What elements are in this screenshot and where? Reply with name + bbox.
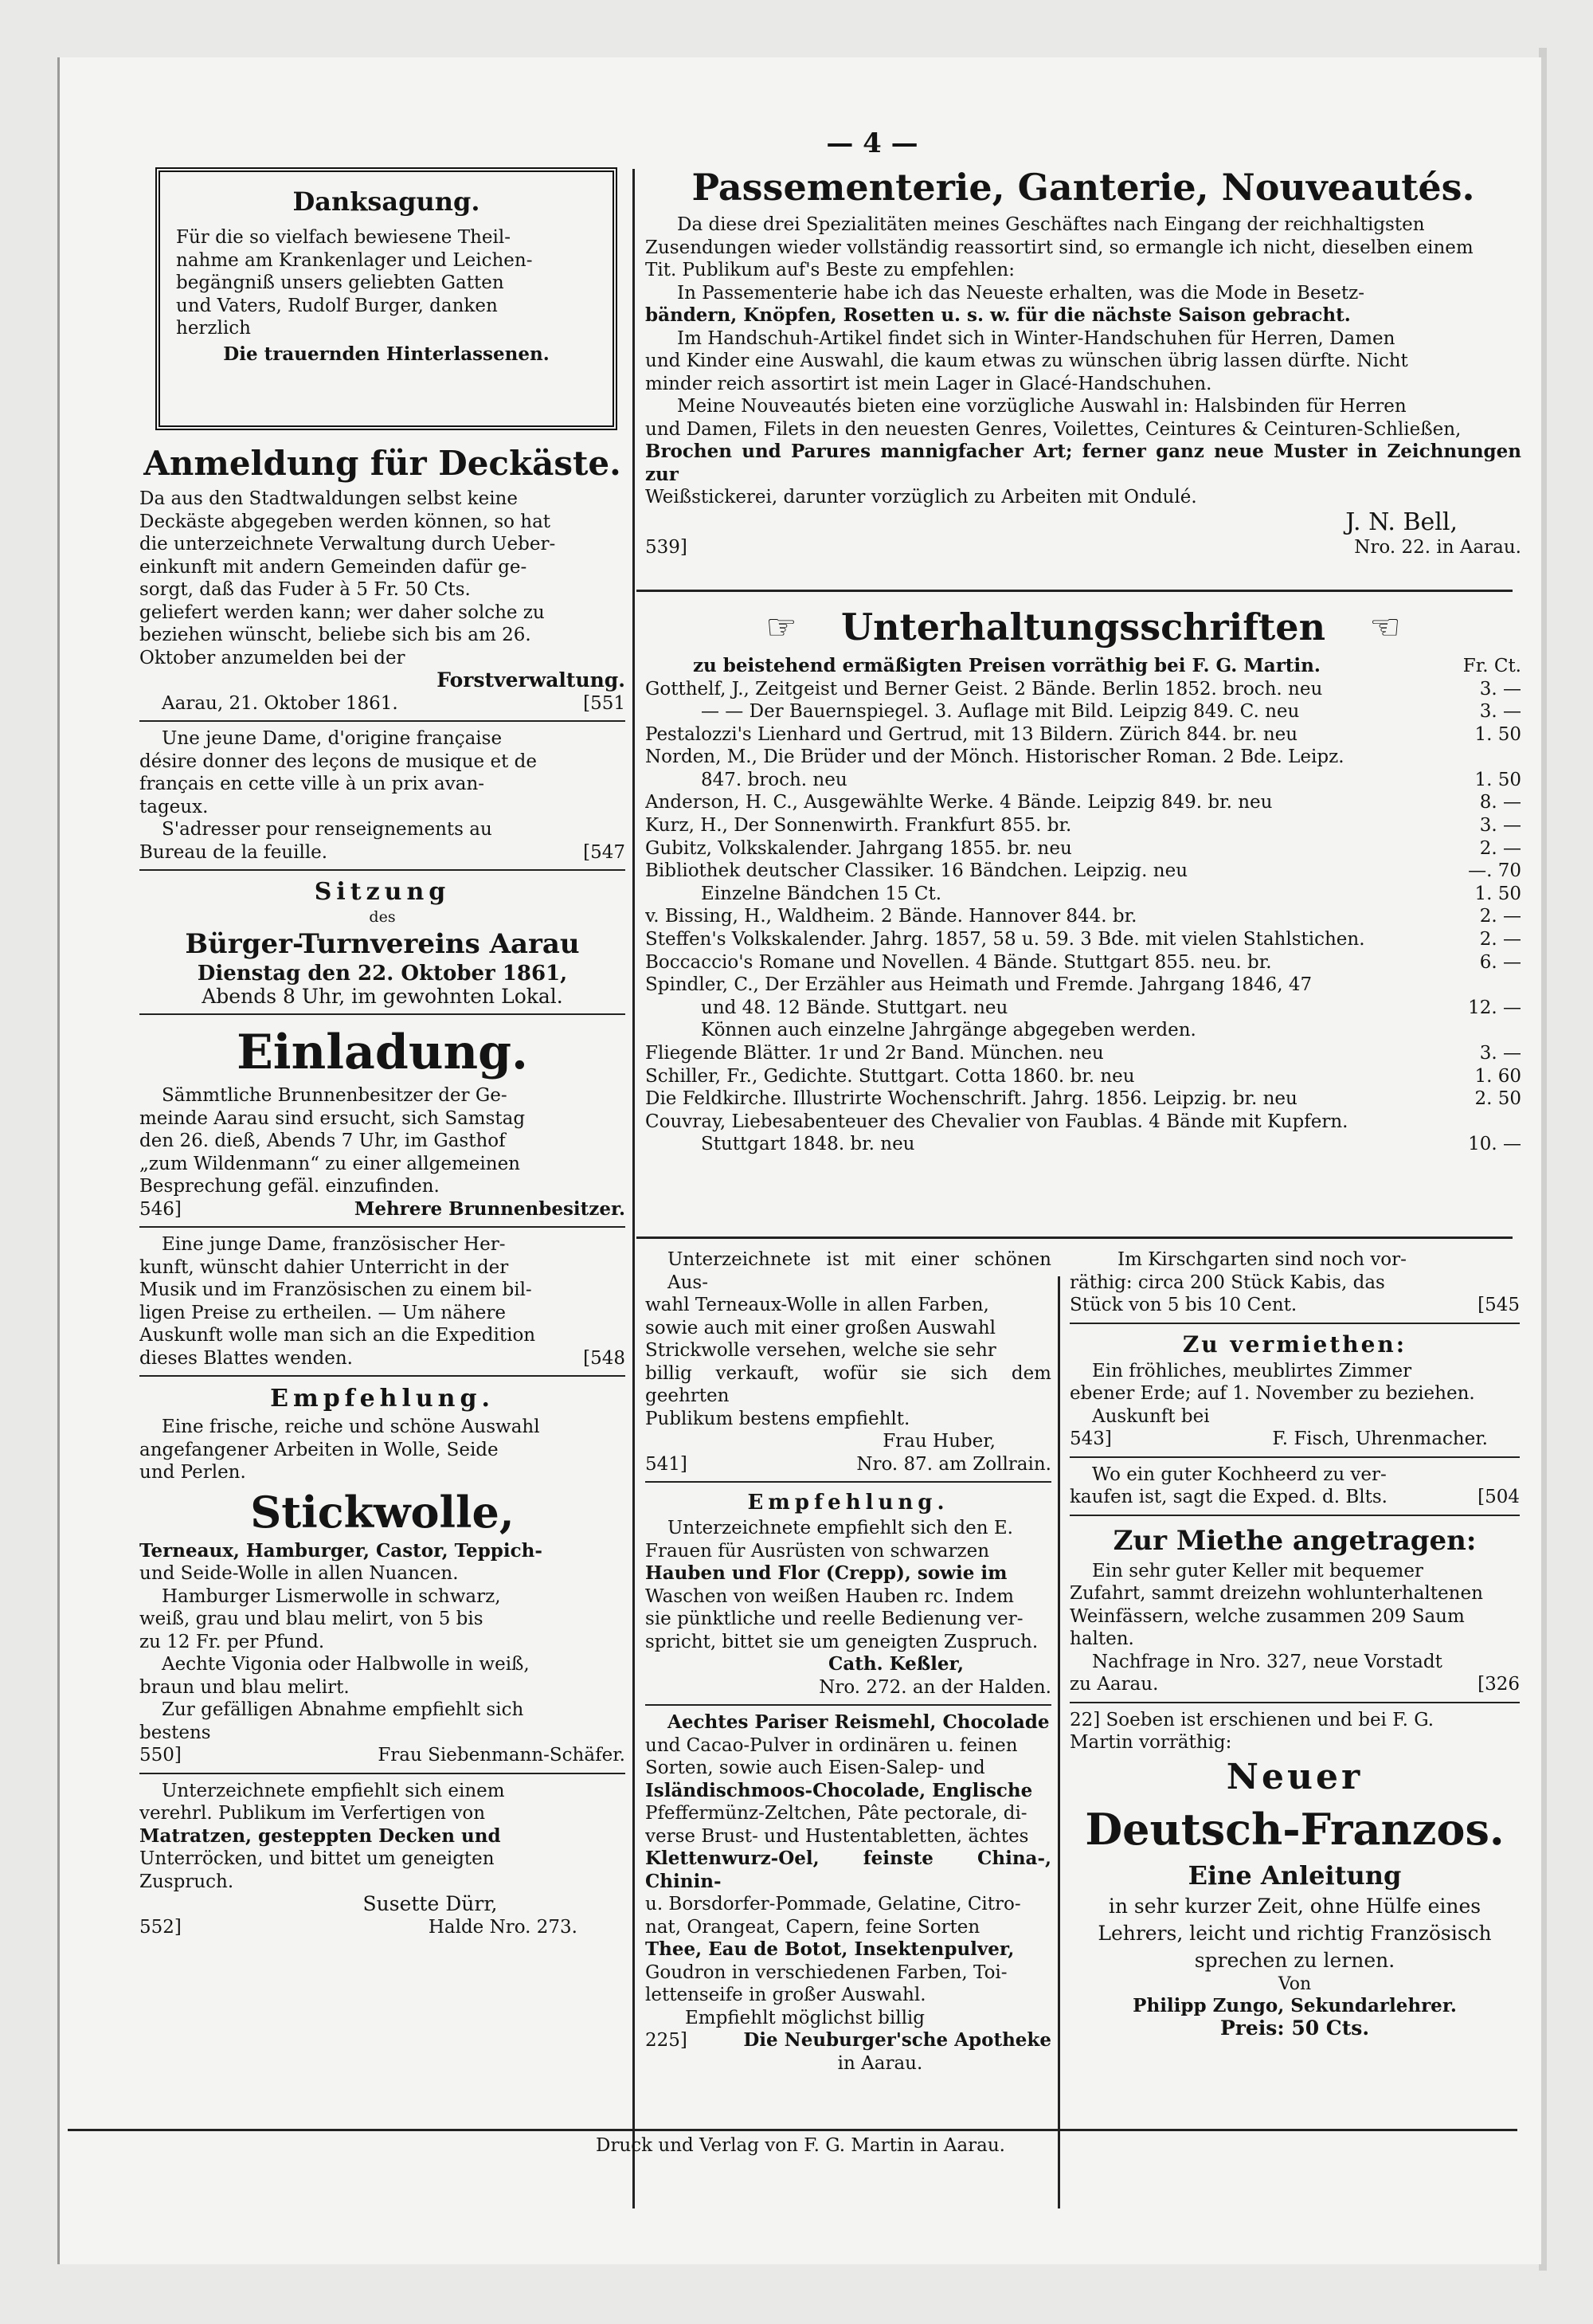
einladung-footer — [139, 1198, 625, 1221]
deckaeste-line: Oktober anzumelden bei der — [139, 647, 405, 668]
book-list-item — [645, 974, 1521, 997]
empfehlung-sign: Frau Siebenmann-Schäfer. — [378, 1745, 625, 1766]
dame-fr-line: français en cette ville à un prix avan- — [139, 774, 485, 794]
passementerie-address: Nro. 22. in Aarau. — [1354, 536, 1521, 558]
unterhaltung-subtitle-row — [645, 655, 1521, 678]
middle-column — [645, 1248, 1051, 2129]
kochheerd-line: kaufen ist, sagt die Exped. d. Blts. — [1070, 1487, 1388, 1507]
einladung-line: meinde Aarau sind ersucht, sich Samstag — [139, 1107, 526, 1129]
vermiethen-line: Auskunft bei — [1092, 1405, 1210, 1427]
deckaeste-number: [551 — [583, 692, 625, 714]
divider — [139, 1013, 625, 1015]
apotheke-number: 225] — [645, 2030, 687, 2051]
empfehlung2-title: Empfehlung. — [747, 1491, 949, 1515]
passementerie-footer — [645, 536, 1521, 559]
passementerie-line: Tit. Publikum auf's Beste zu empfehlen: — [645, 260, 1015, 280]
danksagung-line: nahme am Krankenlager und Leichen- — [176, 249, 533, 271]
book-title: Couvray, Liebesabenteuer des Chevalier von Faublas. 4 Bände mit Kupfern. — [645, 1111, 1348, 1132]
einladung-line: „zum Wildenmann“ zu einer allgemeinen — [139, 1153, 520, 1174]
book-title: Gubitz, Volkskalender. Jahrgang 1855. br. neu — [645, 837, 1072, 859]
apotheke-line: Isländischmoos-Chocolade, Englische — [645, 1779, 1033, 1801]
franzos-intro: 22] Soeben ist erschienen und bei F. G. — [1070, 1709, 1434, 1730]
book-title: Die Feldkirche. Illustrirte Wochenschrift. Jahrg. 1856. Leipzig. br. neu — [645, 1088, 1297, 1110]
miethe-line: Zufahrt, sammt dreizehn wohlunterhaltenen — [1070, 1583, 1483, 1604]
dame-fr-address-2: Bureau de la feuille. — [139, 841, 328, 863]
right-column — [1070, 1248, 1520, 2129]
book-price: 10. — — [1468, 1134, 1521, 1155]
passementerie-line: bändern, Knöpfen, Rosetten u. s. w. für die nächste Saison gebracht. — [645, 304, 1351, 326]
empfehlung-line: braun und blau melirt. — [139, 1676, 350, 1698]
empfehlung-line: Hamburger Lismerwolle in schwarz, — [162, 1585, 501, 1607]
page-number: — 4 — — [826, 127, 918, 159]
book-title: Anderson, H. C., Ausgewählte Werke. 4 Bände. Leipzig 849. br. neu — [645, 792, 1273, 813]
divider-right-middle — [636, 1236, 1513, 1239]
book-price: 1. 50 — [1474, 883, 1521, 904]
book-price — [1466, 1019, 1521, 1042]
divider-right-top — [636, 590, 1513, 592]
empfehlung-line: angefangener Arbeiten in Wolle, Seide — [139, 1439, 499, 1460]
dame-fr-footer — [139, 841, 625, 864]
book-list — [645, 678, 1521, 1156]
divider — [645, 1704, 1051, 1706]
franzos-title-2: Deutsch-Franzos. — [1085, 1803, 1505, 1855]
book-title: Boccaccio's Romane und Novellen. 4 Bände. Stuttgart 855. neu. br. — [645, 951, 1272, 973]
empfehlung-title: Empfehlung. — [270, 1385, 495, 1413]
book-title: Bibliothek deutscher Classiker. 16 Bändchen. Leipzig. neu — [645, 860, 1188, 882]
apotheke-line: u. Borsdorfer-Pommade, Gelatine, Citro- — [645, 1894, 1021, 1914]
huber-line: billig verkauft, wofür sie sich dem geehrten — [645, 1362, 1051, 1406]
unterhaltung-section — [645, 599, 1521, 1233]
passementerie-sign: J. N. Bell, — [1345, 508, 1458, 536]
franzos-line: sprechen zu lernen. — [1194, 1948, 1395, 1972]
deckaeste-sign: Forstverwaltung. — [436, 668, 625, 692]
dame-de-number: [548 — [583, 1347, 625, 1369]
stickwolle-heading: Stickwolle, — [250, 1486, 515, 1538]
duerr-line: Zuspruch. — [139, 1871, 234, 1892]
deckaeste-line: einkunft mit andern Gemeinden dafür ge- — [139, 556, 527, 578]
miethe-line: zu Aarau. — [1070, 1674, 1159, 1695]
miethe-footer — [1070, 1673, 1520, 1696]
deckaeste-line: Da aus den Stadtwaldungen selbst keine — [139, 488, 518, 509]
book-title: Spindler, C., Der Erzähler aus Heimath und Fremde. Jahrgang 1846, 47 — [645, 974, 1313, 996]
book-price — [1466, 746, 1521, 769]
sitzung-des: des — [369, 908, 396, 926]
book-list-item — [645, 928, 1521, 951]
vermiethen-number: 543] — [1070, 1428, 1112, 1449]
empfehlung2-line: Unterzeichnete empfiehlt sich den E. — [667, 1518, 1013, 1538]
einladung-title: Einladung. — [237, 1025, 528, 1080]
passementerie-line: und Damen, Filets in den neuesten Genres, Voilettes, Ceintures & Ceinturen-Schließen, — [645, 418, 1462, 440]
huber-line: Unterzeichnete ist mit einer schönen Aus- — [667, 1249, 1051, 1293]
franzos-line: Lehrers, leicht und richtig Französisch — [1098, 1921, 1492, 1945]
passementerie-line: Im Handschuh-Artikel findet sich in Winter-Handschuhen für Herren, Damen — [677, 327, 1395, 349]
book-list-item — [645, 883, 1521, 906]
deckaeste-date: Aarau, 21. Oktober 1861. — [162, 692, 398, 714]
kochheerd-footer — [1070, 1486, 1520, 1509]
sitzung-time: Abends 8 Uhr, im gewohnten Lokal. — [202, 984, 563, 1008]
pointing-hand-right-icon: ☞ — [765, 606, 797, 648]
pointing-hand-left-icon: ☜ — [1369, 606, 1401, 648]
divider — [1070, 1323, 1520, 1324]
empfehlung2-line: Frauen für Ausrüsten von schwarzen — [645, 1540, 990, 1562]
newspaper-page — [57, 57, 1541, 2264]
duerr-sign: Susette Dürr, — [362, 1892, 498, 1915]
divider — [1070, 1702, 1520, 1703]
empfehlung-line: Zur gefälligen Abnahme empfiehlt sich — [162, 1699, 524, 1720]
book-list-item — [645, 1133, 1521, 1156]
book-price: 3. — — [1479, 815, 1521, 837]
apotheke-line: Thee, Eau de Botot, Insektenpulver, — [645, 1938, 1015, 1960]
book-list-item — [645, 1088, 1521, 1111]
passementerie-title: Passementerie, Ganterie, Nouveautés. — [691, 166, 1475, 209]
vermiethen-line: Ein fröhliches, meublirtes Zimmer — [1092, 1360, 1412, 1381]
unterhaltung-subtitle: zu beistehend ermäßigten Preisen vorräthig bei F. G. Martin. — [693, 655, 1321, 676]
empfehlung2-address: Nro. 272. an der Halden. — [819, 1676, 1051, 1698]
duerr-line: Matratzen, gesteppten Decken und — [139, 1824, 501, 1847]
deckaeste-footer — [139, 692, 625, 715]
duerr-line: Unterzeichnete empfiehlt sich einem — [162, 1780, 505, 1801]
dame-fr-line: tageux. — [139, 796, 209, 817]
passementerie-line: Zusendungen wieder vollständig reassortirt sind, so ermangle ich nicht, dieselben einem — [645, 237, 1474, 258]
passementerie-line: Brochen und Parures mannigfacher Art; ferner ganz neue Muster in Zeichnungen zur — [645, 441, 1521, 485]
empfehlung-number: 550] — [139, 1745, 182, 1766]
danksagung-line: begängniß unsers geliebten Gatten — [176, 272, 504, 293]
dame-de-line: Eine junge Dame, französischer Her- — [162, 1234, 506, 1255]
unterhaltung-title: Unterhaltungsschriften — [840, 605, 1326, 649]
dame-fr-address: S'adresser pour renseignements au — [162, 819, 492, 840]
kochheerd-number: [504 — [1478, 1487, 1520, 1507]
deckaeste-line: Deckäste abgegeben werden können, so hat — [139, 511, 551, 532]
passementerie-line: und Kinder eine Auswahl, die kaum etwas zu wünschen übrig lassen dürfte. Nicht — [645, 351, 1408, 371]
book-price — [1466, 1111, 1521, 1134]
unterhaltung-unit: Fr. Ct. — [1462, 656, 1521, 676]
book-price: 3. — — [1479, 1043, 1521, 1064]
huber-line: Publikum bestens empfiehlt. — [645, 1408, 910, 1429]
apotheke-line: Aechtes Pariser Reismehl, Chocolade — [667, 1711, 1050, 1733]
deckaeste-line: die unterzeichnete Verwaltung durch Ueber- — [139, 534, 556, 555]
book-list-item — [645, 746, 1521, 769]
franzos-subtitle: Eine Anleitung — [1188, 1860, 1402, 1891]
sitzung-date: Dienstag den 22. Oktober 1861, — [197, 962, 568, 986]
column-divider-right-lower — [1058, 1276, 1060, 2208]
empfehlung2-line: sie pünktliche und reelle Bedienung ver- — [645, 1609, 1024, 1629]
empfehlung2-line: Waschen von weißen Hauben rc. Indem — [645, 1585, 1014, 1607]
empfehlung-line: Eine frische, reiche und schöne Auswahl — [162, 1417, 540, 1437]
book-title: Einzelne Bändchen 15 Ct. — [701, 883, 942, 904]
book-list-item — [645, 837, 1521, 860]
book-list-item — [645, 1042, 1521, 1065]
apotheke-recommend: Empfiehlt möglichst billig — [685, 2007, 926, 2028]
franzos-intro: Martin vorräthig: — [1070, 1732, 1232, 1753]
empfehlung-line: Terneaux, Hamburger, Castor, Teppich- — [139, 1539, 542, 1562]
book-list-item — [645, 678, 1521, 701]
apotheke-line: Goudron in verschiedenen Farben, Toi- — [645, 1961, 1008, 1983]
huber-address: Nro. 87. am Zollrain. — [856, 1453, 1051, 1475]
sitzung-title: Sitzung — [314, 878, 451, 906]
deckaeste-line: beziehen wünscht, beliebe sich bis am 26. — [139, 625, 531, 645]
duerr-line: verehrl. Publikum im Verfertigen von — [139, 1803, 486, 1824]
kirschgarten-line: räthig: circa 200 Stück Kabis, das — [1070, 1272, 1385, 1293]
apotheke-line: nat, Orangeat, Capern, feine Sorten — [645, 1916, 980, 1938]
miethe-number: [326 — [1478, 1674, 1520, 1695]
footer-rule — [68, 2129, 1517, 2131]
book-list-item — [645, 1019, 1521, 1042]
book-title: Schiller, Fr., Gedichte. Stuttgart. Cotta 1860. br. neu — [645, 1065, 1135, 1087]
book-price: 1. 50 — [1474, 769, 1521, 790]
passementerie-line: minder reich assortirt ist mein Lager in Glacé-Handschuhen. — [645, 373, 1212, 394]
book-list-item — [645, 997, 1521, 1020]
miethe-line: halten. — [1070, 1628, 1134, 1649]
apotheke-footer — [645, 2029, 1051, 2052]
dame-fr-line: Une jeune Dame, d'origine française — [162, 728, 503, 749]
passementerie-section — [645, 161, 1521, 587]
book-price: 2. — — [1479, 906, 1521, 927]
book-list-item — [645, 814, 1521, 837]
book-title: Kurz, H., Der Sonnenwirth. Frankfurt 855. br. — [645, 815, 1072, 837]
book-price: 8. — — [1479, 792, 1521, 813]
book-list-item — [645, 905, 1521, 928]
vermiethen-title: Zu vermiethen: — [1182, 1331, 1407, 1358]
empfehlung2-sign: Cath. Keßler, — [828, 1653, 964, 1675]
miethe-title: Zur Miethe angetragen: — [1113, 1524, 1477, 1557]
book-list-item — [645, 769, 1521, 792]
einladung-line: den 26. dieß, Abends 7 Uhr, im Gasthof — [139, 1131, 506, 1151]
book-price: 1. 50 — [1474, 723, 1521, 745]
kirschgarten-line: Stück von 5 bis 10 Cent. — [1070, 1295, 1297, 1315]
einladung-sign: Mehrere Brunnenbesitzer. — [354, 1197, 625, 1220]
divider — [139, 1773, 625, 1774]
book-list-item — [645, 1111, 1521, 1134]
book-title: v. Bissing, H., Waldheim. 2 Bände. Hannover 844. br. — [645, 906, 1137, 927]
danksagung-line: Für die so vielfach bewiesene Theil- — [176, 227, 511, 248]
left-column — [139, 161, 625, 2129]
kirschgarten-footer — [1070, 1294, 1520, 1317]
danksagung-line: und Vaters, Rudolf Burger, danken — [176, 295, 498, 316]
apotheke-line: Pfeffermünz-Zeltchen, Pâte pectorale, di- — [645, 1803, 1027, 1824]
empfehlung-line: zu 12 Fr. per Pfund. — [139, 1631, 325, 1652]
imprint-footer: Druck und Verlag von F. G. Martin in Aarau. — [596, 2135, 1005, 2156]
book-title: 847. broch. neu — [701, 769, 847, 790]
empfehlung-line: und Seide-Wolle in allen Nuancen. — [139, 1563, 459, 1584]
deckaeste-title: Anmeldung für Deckäste. — [143, 444, 621, 483]
franzos-author: Philipp Zungo, Sekundarlehrer. — [1133, 1994, 1457, 2016]
book-title: Pestalozzi's Lienhard und Gertrud, mit 13 Bildern. Zürich 844. br. neu — [645, 723, 1298, 745]
huber-line: sowie auch mit einer großen Auswahl — [645, 1317, 996, 1338]
divider — [139, 1226, 625, 1228]
einladung-number: 546] — [139, 1198, 182, 1220]
franzos-von: Von — [1278, 1973, 1312, 1994]
divider — [139, 1375, 625, 1377]
kirschgarten-number: [545 — [1478, 1295, 1520, 1315]
empfehlung-line: und Perlen. — [139, 1462, 246, 1483]
huber-footer — [645, 1453, 1051, 1476]
book-title: Stuttgart 1848. br. neu — [701, 1134, 915, 1155]
vermiethen-line: ebener Erde; auf 1. November zu beziehen. — [1070, 1383, 1475, 1404]
dame-de-line: dieses Blattes wenden. — [139, 1347, 353, 1369]
deckaeste-line: geliefert werden kann; wer daher solche zu — [139, 602, 545, 623]
divider — [139, 869, 625, 871]
miethe-line: Nachfrage in Nro. 327, neue Vorstadt — [1092, 1651, 1442, 1672]
book-price: —. 70 — [1468, 860, 1521, 882]
vermiethen-sign: F. Fisch, Uhrenmacher. — [1272, 1428, 1488, 1449]
vermiethen-footer — [1070, 1428, 1520, 1451]
dame-fr-line: désire donner des leçons de musique et de — [139, 750, 537, 772]
passementerie-line: Meine Nouveautés bieten eine vorzügliche Auswahl in: Halsbinden für Herren — [677, 396, 1407, 417]
empfehlung2-line: Hauben und Flor (Crepp), sowie im — [645, 1562, 1008, 1584]
book-list-item — [645, 951, 1521, 974]
dame-de-footer — [139, 1347, 625, 1370]
book-price: 12. — — [1468, 997, 1521, 1018]
book-list-item — [645, 700, 1521, 723]
sitzung-name: Bürger-Turnvereins Aarau — [185, 928, 580, 960]
dame-de-line: ligen Preise zu ertheilen. — Um nähere — [139, 1302, 506, 1323]
book-price: 3. — — [1479, 701, 1521, 723]
dame-de-line: Musik und im Französischen zu einem bil- — [139, 1280, 532, 1300]
empfehlung-line: weiß, grau und blau melirt, von 5 bis — [139, 1609, 483, 1629]
danksagung-title: Danksagung. — [292, 186, 480, 217]
apotheke-line: Klettenwurz-Oel, feinste China-, Chinin- — [645, 1848, 1051, 1892]
kochheerd-line: Wo ein guter Kochheerd zu ver- — [1092, 1464, 1387, 1485]
franzos-price: Preis: 50 Cts. — [1219, 2016, 1370, 2040]
huber-line: Strickwolle versehen, welche sie sehr — [645, 1340, 996, 1361]
divider — [139, 720, 625, 722]
deckaeste-line: sorgt, daß das Fuder à 5 Fr. 50 Cts. — [139, 579, 471, 600]
book-list-item — [645, 1065, 1521, 1088]
apotheke-sign: Die Neuburger'sche Apotheke — [743, 2029, 1051, 2051]
apotheke-city: in Aarau. — [837, 2052, 923, 2074]
empfehlung2-line: spricht, bittet sie um geneigten Zuspruch. — [645, 1631, 1039, 1652]
huber-line: wahl Terneaux-Wolle in allen Farben, — [645, 1295, 989, 1315]
huber-sign: Frau Huber, — [883, 1431, 996, 1452]
huber-number: 541] — [645, 1453, 687, 1475]
book-price: 1. 60 — [1474, 1065, 1521, 1087]
book-list-item — [645, 791, 1521, 814]
passementerie-line: In Passementerie habe ich das Neueste erhalten, was die Mode in Besetz- — [677, 282, 1365, 304]
duerr-number: 552] — [139, 1916, 182, 1938]
dame-de-line: kunft, wünscht dahier Unterricht in der — [139, 1256, 509, 1278]
dame-de-line: Auskunft wolle man sich an die Expedition — [139, 1325, 536, 1346]
book-title: — — Der Bauernspiegel. 3. Auflage mit Bild. Leipzig 849. C. neu — [701, 701, 1300, 723]
einladung-line: Sämmtliche Brunnenbesitzer der Ge- — [162, 1085, 507, 1106]
column-divider-left — [632, 169, 635, 2208]
book-price — [1466, 974, 1521, 997]
book-list-item — [645, 723, 1521, 747]
miethe-line: Ein sehr guter Keller mit bequemer — [1092, 1560, 1423, 1581]
dame-fr-number: [547 — [583, 841, 625, 863]
apotheke-line: und Cacao-Pulver in ordinären u. feinen — [645, 1734, 1018, 1756]
book-title: Fliegende Blätter. 1r und 2r Band. München. neu — [645, 1043, 1104, 1064]
franzos-title-1: Neuer — [1226, 1756, 1364, 1797]
book-title: und 48. 12 Bände. Stuttgart. neu — [701, 997, 1008, 1018]
book-list-item — [645, 860, 1521, 883]
passementerie-number: 539] — [645, 536, 687, 558]
empfehlung-line: bestens — [139, 1722, 211, 1743]
duerr-line: Unterröcken, und bittet um geneigten — [139, 1848, 495, 1869]
danksagung-line: herzlich — [176, 318, 251, 339]
empfehlung-footer — [139, 1744, 625, 1767]
book-price: 2. — — [1479, 929, 1521, 950]
book-title: Steffen's Volkskalender. Jahrg. 1857, 58 u. 59. 3 Bde. mit vielen Stahlstichen. — [645, 929, 1365, 950]
book-price: 6. — — [1479, 951, 1521, 973]
book-price: 2. — — [1479, 837, 1521, 859]
danksagung-signature: Die trauernden Hinterlassenen. — [223, 343, 550, 365]
divider — [1070, 1456, 1520, 1458]
einladung-line: Besprechung gefäl. einzufinden. — [139, 1176, 440, 1197]
book-price: 3. — — [1479, 678, 1521, 700]
book-title: Gotthelf, J., Zeitgeist und Berner Geist. 2 Bände. Berlin 1852. broch. neu — [645, 678, 1323, 700]
divider — [1070, 1515, 1520, 1516]
miethe-line: Weinfässern, welche zusammen 209 Saum — [1070, 1605, 1465, 1627]
book-title: Norden, M., Die Brüder und der Mönch. Historischer Roman. 2 Bde. Leipz. — [645, 747, 1344, 768]
apotheke-line: Sorten, sowie auch Eisen-Salep- und — [645, 1758, 985, 1778]
apotheke-line: lettenseife in großer Auswahl. — [645, 1985, 926, 2005]
apotheke-line: verse Brust- und Hustentabletten, ächtes — [645, 1825, 1029, 1847]
passementerie-line: Da diese drei Spezialitäten meines Geschäftes nach Eingang der reichhaltigsten — [677, 214, 1425, 235]
duerr-address: Halde Nro. 273. — [428, 1916, 577, 1938]
empfehlung-line: Aechte Vigonia oder Halbwolle in weiß, — [162, 1654, 530, 1675]
divider — [645, 1481, 1051, 1483]
danksagung-box — [155, 167, 617, 430]
franzos-line: in sehr kurzer Zeit, ohne Hülfe eines — [1108, 1894, 1481, 1918]
book-title: Können auch einzelne Jahrgänge abgegeben werden. — [701, 1020, 1196, 1041]
kirschgarten-line: Im Kirschgarten sind noch vor- — [1117, 1249, 1407, 1270]
passementerie-line: Weißstickerei, darunter vorzüglich zu Arbeiten mit Ondulé. — [645, 487, 1197, 508]
duerr-footer — [139, 1916, 625, 1939]
book-price: 2. 50 — [1474, 1088, 1521, 1110]
